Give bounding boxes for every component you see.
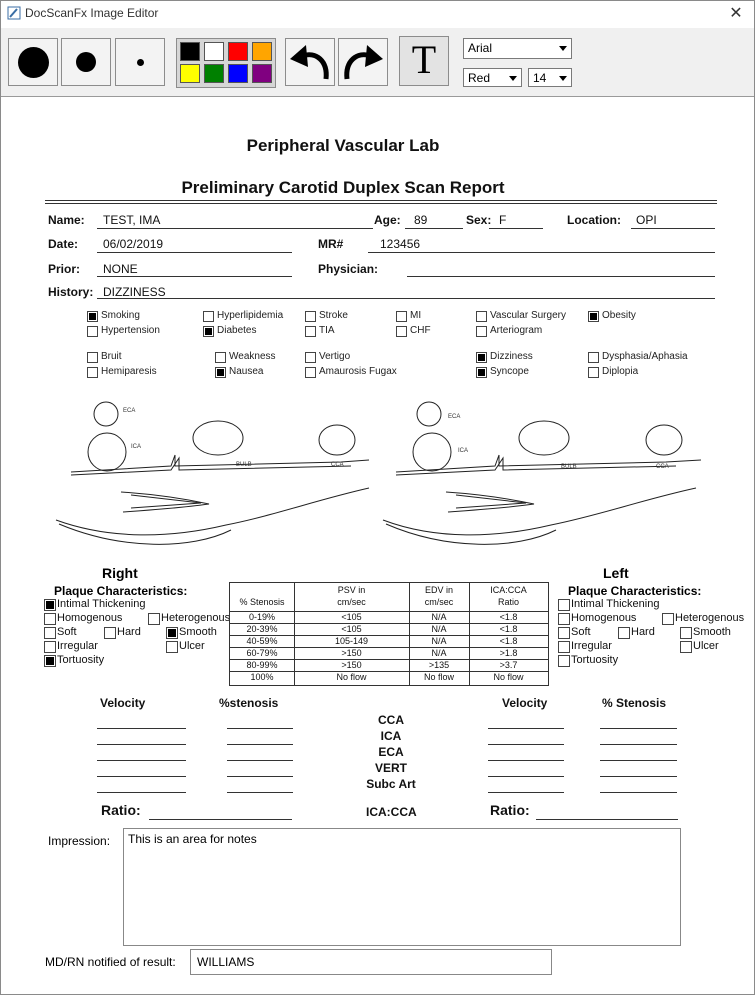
age-value: 89 <box>414 213 428 227</box>
right-velocity-heading: Velocity <box>100 696 146 710</box>
brush-medium-button[interactable] <box>61 38 111 86</box>
history-checkbox-label: Dizziness <box>490 351 533 362</box>
title-rule <box>45 203 717 204</box>
history-underline <box>97 298 715 299</box>
right-stenosis-heading: %stenosis <box>219 696 279 710</box>
history-checkbox-label: Nausea <box>229 366 264 377</box>
history-checkbox[interactable] <box>87 352 98 363</box>
table-cell: N/A <box>431 624 447 634</box>
velocity-entry-line[interactable] <box>600 760 677 761</box>
table-cell: <105 <box>341 612 362 622</box>
velocity-entry-line[interactable] <box>488 760 564 761</box>
left-stenosis-heading: % Stenosis <box>602 696 667 710</box>
left-plaque-checkbox[interactable] <box>680 627 692 639</box>
velocity-entry-line[interactable] <box>227 760 293 761</box>
right-plaque-label: Ulcer <box>179 640 205 652</box>
right-plaque-label: Smooth <box>179 626 217 638</box>
right-ratio-underline <box>149 819 292 820</box>
history-checkbox-label: Obesity <box>602 310 636 321</box>
left-heading: Left <box>603 565 629 581</box>
color-palette <box>176 38 276 88</box>
color-swatch[interactable] <box>252 42 272 61</box>
left-plaque-checkbox[interactable] <box>618 627 630 639</box>
table-cell: 40-59% <box>246 636 278 646</box>
right-plaque-label: Homogenous <box>57 612 123 624</box>
history-checkbox-label: Amaurosis Fugax <box>319 366 397 377</box>
date-underline <box>97 252 292 253</box>
bulb-label: BULB <box>236 462 252 468</box>
history-checkbox-label: MI <box>410 310 422 321</box>
location-underline <box>631 228 715 229</box>
name-underline <box>97 228 373 229</box>
history-checkbox[interactable] <box>215 367 226 378</box>
app-icon <box>7 6 21 20</box>
table-cell: No flow <box>423 672 454 682</box>
table-cell: 0-19% <box>248 612 275 622</box>
history-checkbox[interactable] <box>396 326 407 337</box>
small-dot-icon <box>137 59 144 66</box>
left-plaque-label: Heterogenous <box>675 612 745 624</box>
history-checkbox[interactable] <box>476 311 487 322</box>
velocity-entry-line[interactable] <box>488 728 564 729</box>
left-velocity-heading: Velocity <box>502 696 548 710</box>
color-swatch[interactable] <box>180 64 200 83</box>
color-swatch[interactable] <box>252 64 272 83</box>
color-swatch[interactable] <box>228 64 248 83</box>
date-label: Date: <box>48 237 79 251</box>
left-ratio-label: Ratio: <box>490 802 530 818</box>
cca-label: CCA <box>331 462 344 468</box>
history-checkbox-label: Diplopia <box>602 366 639 377</box>
history-checkbox[interactable] <box>215 352 226 363</box>
left-plaque-label: Smooth <box>693 626 731 638</box>
undo-button[interactable] <box>285 38 335 86</box>
text-tool-button[interactable] <box>399 36 449 86</box>
table-cell: <1.8 <box>499 636 518 646</box>
history-checkbox[interactable] <box>588 352 599 363</box>
window-title: DocScanFx Image Editor <box>25 6 159 20</box>
lab-title: Peripheral Vascular Lab <box>246 136 440 155</box>
right-heading: Right <box>102 565 138 581</box>
velocity-entry-line[interactable] <box>488 744 564 745</box>
color-swatch[interactable] <box>204 42 224 61</box>
table-cell: N/A <box>431 636 447 646</box>
right-plaque-label: Hard <box>117 626 141 638</box>
table-header-cell: EDV in <box>424 585 453 595</box>
toolbar <box>1 28 754 97</box>
table-cell: 80-99% <box>246 660 278 670</box>
table-cell: >150 <box>341 660 362 670</box>
redo-icon <box>339 39 387 85</box>
table-cell: No flow <box>493 672 524 682</box>
table-cell: 20-39% <box>246 624 278 634</box>
right-plaque-checkbox[interactable] <box>44 599 56 611</box>
physician-underline <box>407 276 715 277</box>
sex-underline <box>489 228 543 229</box>
left-plaque-checkbox[interactable] <box>558 599 570 611</box>
left-plaque-label: Homogenous <box>571 612 637 624</box>
history-checkbox-label: Dysphasia/Aphasia <box>602 351 688 362</box>
impression-notes-field[interactable]: This is an area for notes <box>123 828 681 946</box>
color-swatch[interactable] <box>180 42 200 61</box>
table-header-cell: cm/sec <box>424 597 454 607</box>
table-cell: N/A <box>431 612 447 622</box>
report-title: Preliminary Carotid Duplex Scan Report <box>181 178 505 197</box>
undo-icon <box>286 39 334 85</box>
history-checkbox-label: Arteriogram <box>490 325 543 336</box>
color-select[interactable] <box>463 68 522 87</box>
left-plaque-checkbox[interactable] <box>680 641 692 653</box>
left-plaque-label: Irregular <box>571 640 612 652</box>
bulb-label: BULB <box>561 464 577 470</box>
left-plaque-label: Tortuosity <box>571 654 619 666</box>
history-checkbox-label: Syncope <box>490 366 529 377</box>
table-header-cell: % Stenosis <box>239 597 285 607</box>
chevron-down-icon <box>559 76 567 81</box>
ica-label: ICA <box>458 448 469 454</box>
medium-dot-icon <box>76 52 96 72</box>
history-checkbox[interactable] <box>87 311 98 322</box>
history-checkbox[interactable] <box>476 352 487 363</box>
chevron-down-icon <box>509 76 517 81</box>
name-value: TEST, IMA <box>103 213 161 227</box>
history-checkbox[interactable] <box>305 311 316 322</box>
md-notified-label: MD/RN notified of result: <box>45 955 176 969</box>
right-plaque-checkbox[interactable] <box>44 627 56 639</box>
history-checkbox-label: Weakness <box>229 351 276 362</box>
right-plaque-checkbox[interactable] <box>44 613 56 625</box>
table-cell: <1.8 <box>499 624 518 634</box>
table-cell: N/A <box>431 648 447 658</box>
impression-label: Impression: <box>48 834 111 848</box>
mr-underline <box>368 252 715 253</box>
history-checkbox[interactable] <box>396 311 407 322</box>
font-select-value: Arial <box>468 41 493 55</box>
history-checkbox-label: Hemiparesis <box>101 366 157 377</box>
ica-cca-label: ICA:CCA <box>366 805 417 819</box>
history-checkbox-label: Hyperlipidemia <box>217 310 284 321</box>
left-plaque-checkbox[interactable] <box>558 655 570 667</box>
document-canvas[interactable] <box>3 98 753 992</box>
table-header-cell: PSV in <box>337 585 366 595</box>
velocity-entry-line[interactable] <box>488 776 564 777</box>
right-plaque-label: Soft <box>57 626 77 638</box>
history-checkbox-label: Vascular Surgery <box>490 310 566 321</box>
age-label: Age: <box>374 213 401 227</box>
history-checkbox[interactable] <box>476 367 487 378</box>
table-cell: 105-149 <box>334 636 369 646</box>
table-cell: <105 <box>341 624 362 634</box>
physician-label: Physician: <box>318 262 379 276</box>
close-button[interactable]: ✕ <box>729 5 743 22</box>
left-ratio-underline <box>536 819 678 820</box>
vessel-label: CCA <box>378 713 404 727</box>
right-plaque-checkbox[interactable] <box>148 613 160 625</box>
left-plaque-label: Hard <box>631 626 655 638</box>
text-tool-label: T <box>411 37 437 82</box>
history-checkbox-label: TIA <box>319 325 335 336</box>
sex-label: Sex: <box>466 213 492 227</box>
redo-button[interactable] <box>338 38 388 86</box>
location-label: Location: <box>567 213 621 227</box>
eca-label: ECA <box>448 414 461 420</box>
table-cell: <1.8 <box>499 612 518 622</box>
right-plaque-heading: Plaque Characteristics: <box>54 584 188 598</box>
right-plaque-label: Tortuosity <box>57 654 105 666</box>
age-underline <box>405 228 463 229</box>
left-plaque-checkbox[interactable] <box>558 641 570 653</box>
history-label: History: <box>48 285 94 299</box>
history-checkbox[interactable] <box>305 367 316 378</box>
history-checkbox[interactable] <box>87 326 98 337</box>
stenosis-table <box>229 582 549 686</box>
right-plaque-checkbox[interactable] <box>104 627 116 639</box>
location-value: OPI <box>636 213 657 227</box>
cca-label: CCA <box>656 464 669 470</box>
right-plaque-checkbox[interactable] <box>166 641 178 653</box>
prior-value: NONE <box>103 262 138 276</box>
vessel-label: Subc Art <box>366 777 416 791</box>
history-checkbox[interactable] <box>87 367 98 378</box>
brush-large-button[interactable] <box>8 38 58 86</box>
left-plaque-checkbox[interactable] <box>558 627 570 639</box>
history-checkbox[interactable] <box>305 352 316 363</box>
table-cell: 100% <box>250 672 274 682</box>
size-select-value: 14 <box>533 71 547 85</box>
table-header-cell: cm/sec <box>337 597 366 607</box>
prior-underline <box>97 276 292 277</box>
history-checkbox-label: Smoking <box>101 310 140 321</box>
velocity-entry-line[interactable] <box>227 776 293 777</box>
vessel-label: ECA <box>378 745 404 759</box>
table-cell: 60-79% <box>246 648 278 658</box>
history-checkbox-label: CHF <box>410 325 431 336</box>
date-value: 06/02/2019 <box>103 237 164 251</box>
ica-label: ICA <box>131 444 142 450</box>
brush-small-button[interactable] <box>115 38 165 86</box>
sex-value: F <box>499 213 507 227</box>
left-plaque-label: Intimal Thickening <box>571 598 660 610</box>
right-plaque-checkbox[interactable] <box>166 627 178 639</box>
history-checkbox-label: Stroke <box>319 310 348 321</box>
color-swatch[interactable] <box>204 64 224 83</box>
left-plaque-checkbox[interactable] <box>558 613 570 625</box>
velocity-entry-line[interactable] <box>97 760 186 761</box>
velocity-entry-line[interactable] <box>97 728 186 729</box>
table-cell: No flow <box>336 672 367 682</box>
velocity-entry-line[interactable] <box>488 792 564 793</box>
left-plaque-checkbox[interactable] <box>662 613 674 625</box>
velocity-entry-line[interactable] <box>600 728 677 729</box>
history-checkbox-label: Vertigo <box>319 351 351 362</box>
mr-label: MR# <box>318 237 344 251</box>
right-plaque-label: Heterogenous <box>161 612 231 624</box>
left-plaque-heading: Plaque Characteristics: <box>568 584 702 598</box>
mr-value: 123456 <box>380 237 421 251</box>
history-checkbox[interactable] <box>203 326 214 337</box>
right-plaque-label: Irregular <box>57 640 98 652</box>
large-dot-icon <box>18 47 49 78</box>
history-checkbox-label: Hypertension <box>101 325 160 336</box>
table-cell: >150 <box>341 648 362 658</box>
title-bar <box>1 1 754 27</box>
history-checkbox[interactable] <box>588 367 599 378</box>
velocity-entry-line[interactable] <box>600 776 677 777</box>
history-checkbox-label: Bruit <box>101 351 122 362</box>
md-notified-field[interactable]: WILLIAMS <box>190 949 552 975</box>
table-cell: >135 <box>428 660 450 670</box>
velocity-entry-line[interactable] <box>227 744 293 745</box>
table-header-cell: ICA:CCA <box>490 585 527 595</box>
name-label: Name: <box>48 213 85 227</box>
title-rule <box>45 200 717 201</box>
table-header-cell: Ratio <box>497 597 519 607</box>
velocity-entry-line[interactable] <box>227 792 293 793</box>
history-checkbox-label: Diabetes <box>217 325 257 336</box>
history-value: DIZZINESS <box>103 285 166 299</box>
left-plaque-label: Ulcer <box>693 640 719 652</box>
history-checkbox[interactable] <box>476 326 487 337</box>
velocity-entry-line[interactable] <box>97 792 186 793</box>
prior-label: Prior: <box>48 262 81 276</box>
history-checkbox[interactable] <box>588 311 599 322</box>
right-plaque-checkbox[interactable] <box>44 641 56 653</box>
velocity-entry-line[interactable] <box>97 744 186 745</box>
right-plaque-label: Intimal Thickening <box>57 598 146 610</box>
right-ratio-label: Ratio: <box>101 802 141 818</box>
vessel-label: ICA <box>380 729 402 743</box>
table-cell: >1.8 <box>499 648 518 658</box>
velocity-entry-line[interactable] <box>227 728 293 729</box>
color-select-value: Red <box>468 71 491 85</box>
carotid-diagram <box>51 400 711 562</box>
table-cell: >3.7 <box>499 660 518 670</box>
velocity-entry-line[interactable] <box>600 792 677 793</box>
history-checkbox[interactable] <box>305 326 316 337</box>
right-plaque-checkbox[interactable] <box>44 655 56 667</box>
chevron-down-icon <box>559 46 567 51</box>
color-swatch[interactable] <box>228 42 248 61</box>
velocity-entry-line[interactable] <box>97 776 186 777</box>
velocity-entry-line[interactable] <box>600 744 677 745</box>
font-select[interactable] <box>463 38 572 59</box>
left-plaque-label: Soft <box>571 626 591 638</box>
size-select[interactable] <box>528 68 572 87</box>
history-checkbox[interactable] <box>203 311 214 322</box>
vessel-label: VERT <box>374 761 407 775</box>
eca-label: ECA <box>123 408 136 414</box>
